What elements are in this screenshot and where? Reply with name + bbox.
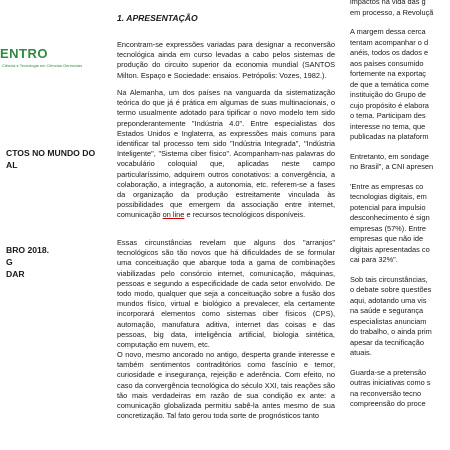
- right-column-line: em processo, a Revoluçã: [350, 7, 434, 17]
- right-column-line: interesse no tema, que: [350, 121, 426, 131]
- right-column-line: na saúde e segurança: [350, 306, 424, 315]
- right-column-line: potencial para impulsio: [350, 202, 426, 212]
- paragraph-2-text: Na Alemanha, um dos países na vanguarda da sistematização teórica do que já é prática em algumas de suas multinacionais, o termo usualmente adotado para tipificar o novo modelo tem sido preponderantemente "Indústria 4.0". Entre especialistas dos Estados Unidos e Inglaterra, as expressões mais comuns para identificar tal processo tem sido "Indústria Integrada", "Indústria Inteligente", "Sistema ciber físico". Acompanham-nas palavras do vocabulário coloquial que, aplicadas neste campo particularíssimo, adquirem outros conotativos: a convergência, a colaboração, a integração, a autonomia, etc. referem-se a fases da organização da produção estreitamente vinculada às possibilidades que emergem da associação entre internet, comunicação: [117, 88, 335, 220]
- right-column-line: o debate sobre questões: [350, 285, 432, 294]
- right-column-line: instituição do Grupo de: [350, 90, 427, 99]
- right-column-line: o tema. Participam des: [350, 111, 426, 120]
- right-column-line: tentam acompanhar o d: [350, 37, 429, 47]
- paragraph-1: Encontram-se expressões variadas para designar a reconversão tecnológica ainda em curso levadas a cabo pelos sistemas de produção do circuito superior da economia mundial (SANTOS Milton. Espaço e Sociedade: ensaios. Petrópolis: Vozes, 1982.).: [117, 40, 335, 80]
- right-column-line: Guarda-se a pretensão: [350, 367, 427, 377]
- main-column: [117, 0, 335, 450]
- right-column-line: Sob tais circunstâncias,: [350, 274, 428, 284]
- right-column-line: empresas que não ide: [350, 234, 424, 243]
- section-title: 1. APRESENTAÇÃO: [117, 13, 198, 23]
- right-column-line: A margem dessa cerca: [350, 27, 426, 36]
- right-column-line: atuais.: [350, 348, 372, 357]
- right-column-line: publicadas na plataform: [350, 132, 429, 141]
- right-column-line: do trabalho, o ainda prim: [350, 327, 432, 336]
- right-column-line: Entretanto, em sondage: [350, 151, 429, 161]
- right-column-line: anéis, todos os dados e: [350, 48, 429, 57]
- right-column-line: outras iniciativas como s: [350, 378, 431, 387]
- document-title: CTOS NO MUNDO DO AL: [6, 148, 96, 170]
- paragraph-3: Essas circunstâncias revelam que alguns dos "arranjos" tecnológicos são tão novos que há dificuldades de se formular uma conceituação que abarque toda a gama de combinações viabilizadas pelo consórcio internet, comunicação, máquinas, pessoas e segundo a especificidade de cada setor envolvido. De todo modo, qualquer que seja a conceituação sobre a fusão dos mundos físico, virtual e biológico a prevalecer, ela certamente incorporará elementos como sistemas ciber físicos (CPS), automação, manufatura aditiva, internet das coisas e das pessoas, big data, inteligência artificial, biologia sintética, computação em nuvem, etc.: [117, 238, 335, 350]
- right-column-line: desconhecimento é sign: [350, 213, 430, 222]
- right-column-line: fortemente na exportaç: [350, 69, 427, 78]
- right-column-line: aqui, adotando uma vis: [350, 295, 427, 305]
- paragraph-2: [117, 88, 335, 221]
- left-column: [0, 0, 120, 450]
- paragraph-4: O novo, mesmo ancorado no antigo, desperta grande interesse e também sentimentos contraditórios como fascínio e temor, curiosidade e insegurança, rejeição e aderência. Com efeito, no caso da convergência tecnológica do século XXI, tais reações são tão mais verdadeiras em razão de sua condição ex ante: a comunicação globalizada permitiu sabê-la antes mesmo de sua concretização. Tal fato gerou toda sorte de prognósticos tanto: [117, 350, 335, 421]
- right-column-line: cai para 32%".: [350, 255, 398, 264]
- right-column-line: empresas (57%). Entre: [350, 223, 426, 233]
- right-column-line: apesar da tecnificação: [350, 337, 424, 347]
- right-column-line: impactos na vida das g: [350, 0, 426, 6]
- logo: ENTRO: [0, 46, 48, 61]
- paragraph-2-underlined: on line: [162, 210, 185, 220]
- right-column-line: aos países consumido: [350, 58, 424, 68]
- right-column-line: de que a temática come: [350, 79, 429, 89]
- right-column-line: cujo propósito é elabora: [350, 100, 429, 110]
- right-column-line: tecnologias digitais, em: [350, 192, 427, 201]
- right-column-line: 'Entre as empresas co: [350, 181, 424, 191]
- right-column-line: na reconversão tecno: [350, 388, 422, 398]
- right-column: [350, 0, 450, 450]
- right-column-line: no Brasil", a CNI apresen: [350, 162, 434, 171]
- right-column-line: compreensão do proce: [350, 399, 426, 408]
- right-column-line: digitais apresentadas co: [350, 244, 430, 254]
- paragraph-2-end: e recursos tecnológicos disponíveis.: [184, 210, 306, 220]
- event-details: BRO 2018. G DAR: [6, 245, 49, 279]
- right-column-line: especialistas anunciam: [350, 316, 427, 326]
- logo-subtitle: Ciência e Tecnologia em Ciências Gerenciais: [2, 63, 83, 68]
